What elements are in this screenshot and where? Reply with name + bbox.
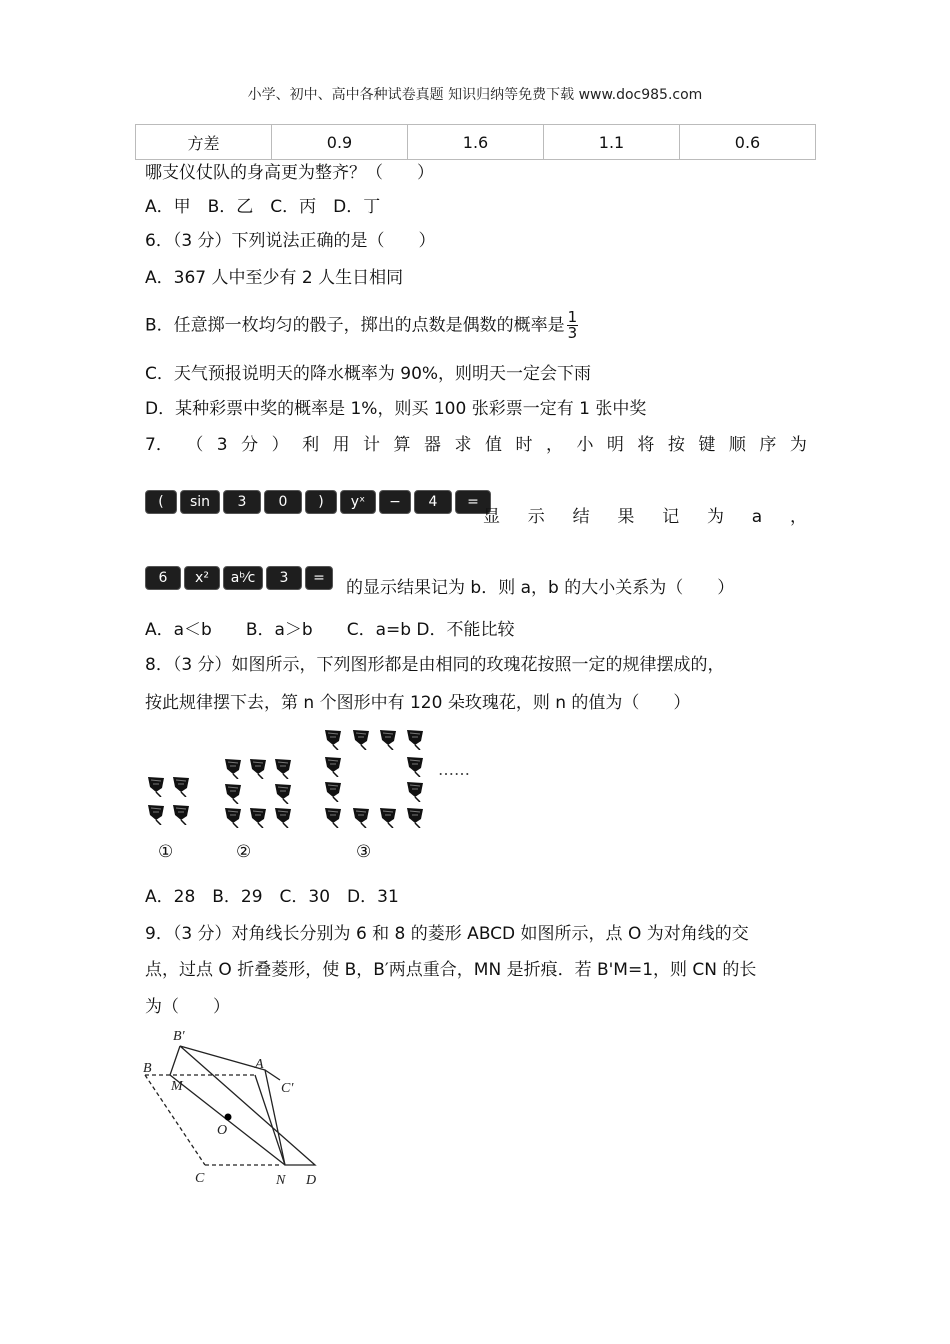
q6-option-b-text: B．任意掷一枚均匀的骰子，掷出的点数是偶数的概率是 <box>145 315 565 336</box>
rose-icon <box>404 728 426 750</box>
variance-label: 方差 <box>136 125 272 160</box>
q7-stem <box>145 434 807 456</box>
label-c: C <box>195 1171 205 1186</box>
q7-stem-char: 序 <box>759 435 777 455</box>
rose-icon <box>377 806 399 828</box>
q7-line2-char: 记 <box>662 507 680 527</box>
variance-table <box>135 124 816 160</box>
label-a: A <box>255 1057 264 1072</box>
calculator-key: = <box>455 490 491 514</box>
rose-icon <box>145 803 167 825</box>
rose-icon <box>322 780 344 802</box>
label-m: M <box>171 1079 183 1094</box>
figure-label-2: ② <box>236 842 252 862</box>
q7-stem-char: 器 <box>424 435 442 455</box>
q8-stem-1: 8．（3 分）如图所示，下列图形都是由相同的玫瑰花按照一定的规律摆成的， <box>145 655 725 675</box>
rose-icon <box>222 757 244 779</box>
variance-value: 0.6 <box>680 125 816 160</box>
rose-icon <box>222 806 244 828</box>
q7-stem-char: 求 <box>454 435 472 455</box>
rose-icon <box>247 806 269 828</box>
q7-line2-char: 果 <box>617 507 635 527</box>
fold-crease-mn <box>170 1046 285 1165</box>
folded-outline <box>180 1046 315 1165</box>
label-c-prime: C′ <box>281 1081 294 1096</box>
rose-icon <box>170 803 192 825</box>
q9-stem-2: 点，过点 O 折叠菱形，使 B，B′两点重合，MN 是折痕．若 B'M=1，则 CN 的长 <box>145 960 757 980</box>
figure-ellipsis: …… <box>438 760 470 779</box>
q7-stem-char: 时 <box>515 435 533 455</box>
fraction-denominator: 3 <box>567 324 578 342</box>
q7-stem-char: 键 <box>698 435 716 455</box>
variance-value: 0.9 <box>272 125 408 160</box>
q7-stem-char: 3 <box>216 435 228 455</box>
q7-options: A．a＜b B．a＞b C．a=b D．不能比较 <box>145 620 515 640</box>
q7-stem-char: 明 <box>606 435 624 455</box>
rose-icon <box>322 728 344 750</box>
point-o <box>225 1114 232 1121</box>
q7-line3: 的显示结果记为 b．则 a，b 的大小关系为（ ） <box>346 578 735 598</box>
q7-stem-char: ） <box>271 435 289 455</box>
q6-stem: 6．（3 分）下列说法正确的是（ ） <box>145 231 436 251</box>
q7-line2-char: 示 <box>527 507 545 527</box>
calculator-key: 4 <box>414 490 452 514</box>
fraction <box>567 310 579 341</box>
q7-stem-char: 用 <box>332 435 350 455</box>
calculator-key: x² <box>184 566 220 590</box>
variance-value: 1.1 <box>544 125 680 160</box>
calculator-key: aᵇ⁄c <box>223 566 263 590</box>
q7-stem-char: 顺 <box>728 435 746 455</box>
q7-stem-char: 为 <box>789 435 807 455</box>
q9-stem-1: 9．（3 分）对角线长分别为 6 和 8 的菱形 ABCD 如图所示，点 O 为对角线的交 <box>145 924 749 944</box>
rose-icon <box>404 806 426 828</box>
rose-icon <box>322 755 344 777</box>
calculator-key: yˣ <box>340 490 376 514</box>
q7-stem-char: 7． <box>145 435 173 455</box>
q7-stem-char: ， <box>545 435 563 455</box>
page-header: 小学、初中、高中各种试卷真题 知识归纳等免费下载 www.doc985.com <box>247 87 703 103</box>
rose-icon <box>350 806 372 828</box>
q6-option-a: A．367 人中至少有 2 人生日相同 <box>145 268 404 288</box>
q5-stem: 哪支仪仗队的身高更为整齐？（ ） <box>145 163 434 183</box>
calculator-key: 3 <box>266 566 302 590</box>
q6-option-d: D．某种彩票中奖的概率是 1%，则买 100 张彩票一定有 1 张中奖 <box>145 399 647 419</box>
figure-label-1: ① <box>158 842 174 862</box>
q7-line2 <box>483 506 807 528</box>
q7-stem-char: 算 <box>393 435 411 455</box>
q7-stem-char: 利 <box>302 435 320 455</box>
calculator-key: ( <box>145 490 177 514</box>
q7-stem-char: 将 <box>637 435 655 455</box>
q8-options: A．28 B．29 C．30 D．31 <box>145 887 399 907</box>
q9-stem-3: 为（ ） <box>145 997 230 1017</box>
rose-icon <box>170 775 192 797</box>
calculator-keys-2 <box>145 566 333 590</box>
q8-stem-2: 按此规律摆下去，第 n 个图形中有 120 朵玫瑰花，则 n 的值为（ ） <box>145 693 691 713</box>
rose-icon <box>377 728 399 750</box>
calculator-keys-1 <box>145 490 491 514</box>
calculator-key: 3 <box>223 490 261 514</box>
rose-icon <box>404 755 426 777</box>
label-d: D <box>306 1173 317 1188</box>
q7-line2-char: 显 <box>483 507 500 527</box>
q7-stem-char: 分 <box>241 435 259 455</box>
calculator-key: 6 <box>145 566 181 590</box>
label-b-prime: B′ <box>173 1029 185 1044</box>
variance-value: 1.6 <box>408 125 544 160</box>
label-b: B <box>143 1061 152 1076</box>
rose-icon <box>272 806 294 828</box>
q6-option-c: C．天气预报说明天的降水概率为 90%，则明天一定会下雨 <box>145 364 592 384</box>
q7-stem-char: 计 <box>363 435 381 455</box>
figure-label-3: ③ <box>356 842 372 862</box>
q7-stem-char: 小 <box>576 435 594 455</box>
rose-icon <box>404 780 426 802</box>
q7-stem-char: 值 <box>484 435 502 455</box>
rose-icon <box>350 728 372 750</box>
rhombus-figure <box>135 1020 335 1195</box>
calculator-key: = <box>305 566 333 590</box>
rose-icon <box>222 782 244 804</box>
q7-line2-char: ， <box>790 507 807 527</box>
q6-option-b <box>145 310 578 341</box>
q7-stem-char: 按 <box>667 435 685 455</box>
calculator-key: sin <box>180 490 220 514</box>
rose-icon <box>272 757 294 779</box>
rose-icon <box>272 782 294 804</box>
q7-line2-char: 结 <box>572 507 590 527</box>
q5-options: A．甲 B．乙 C．丙 D．丁 <box>145 197 381 217</box>
q7-line2-char: 为 <box>706 507 724 527</box>
q7-line2-char: a <box>751 507 763 527</box>
rose-icon <box>322 806 344 828</box>
calculator-key: − <box>379 490 411 514</box>
q7-stem-char: （ <box>186 435 204 455</box>
label-o: O <box>217 1123 228 1138</box>
label-n: N <box>276 1173 286 1188</box>
rose-icon <box>145 775 167 797</box>
fraction-numerator: 1 <box>567 308 578 326</box>
calculator-key: ) <box>305 490 337 514</box>
calculator-key: 0 <box>264 490 302 514</box>
rose-icon <box>247 757 269 779</box>
